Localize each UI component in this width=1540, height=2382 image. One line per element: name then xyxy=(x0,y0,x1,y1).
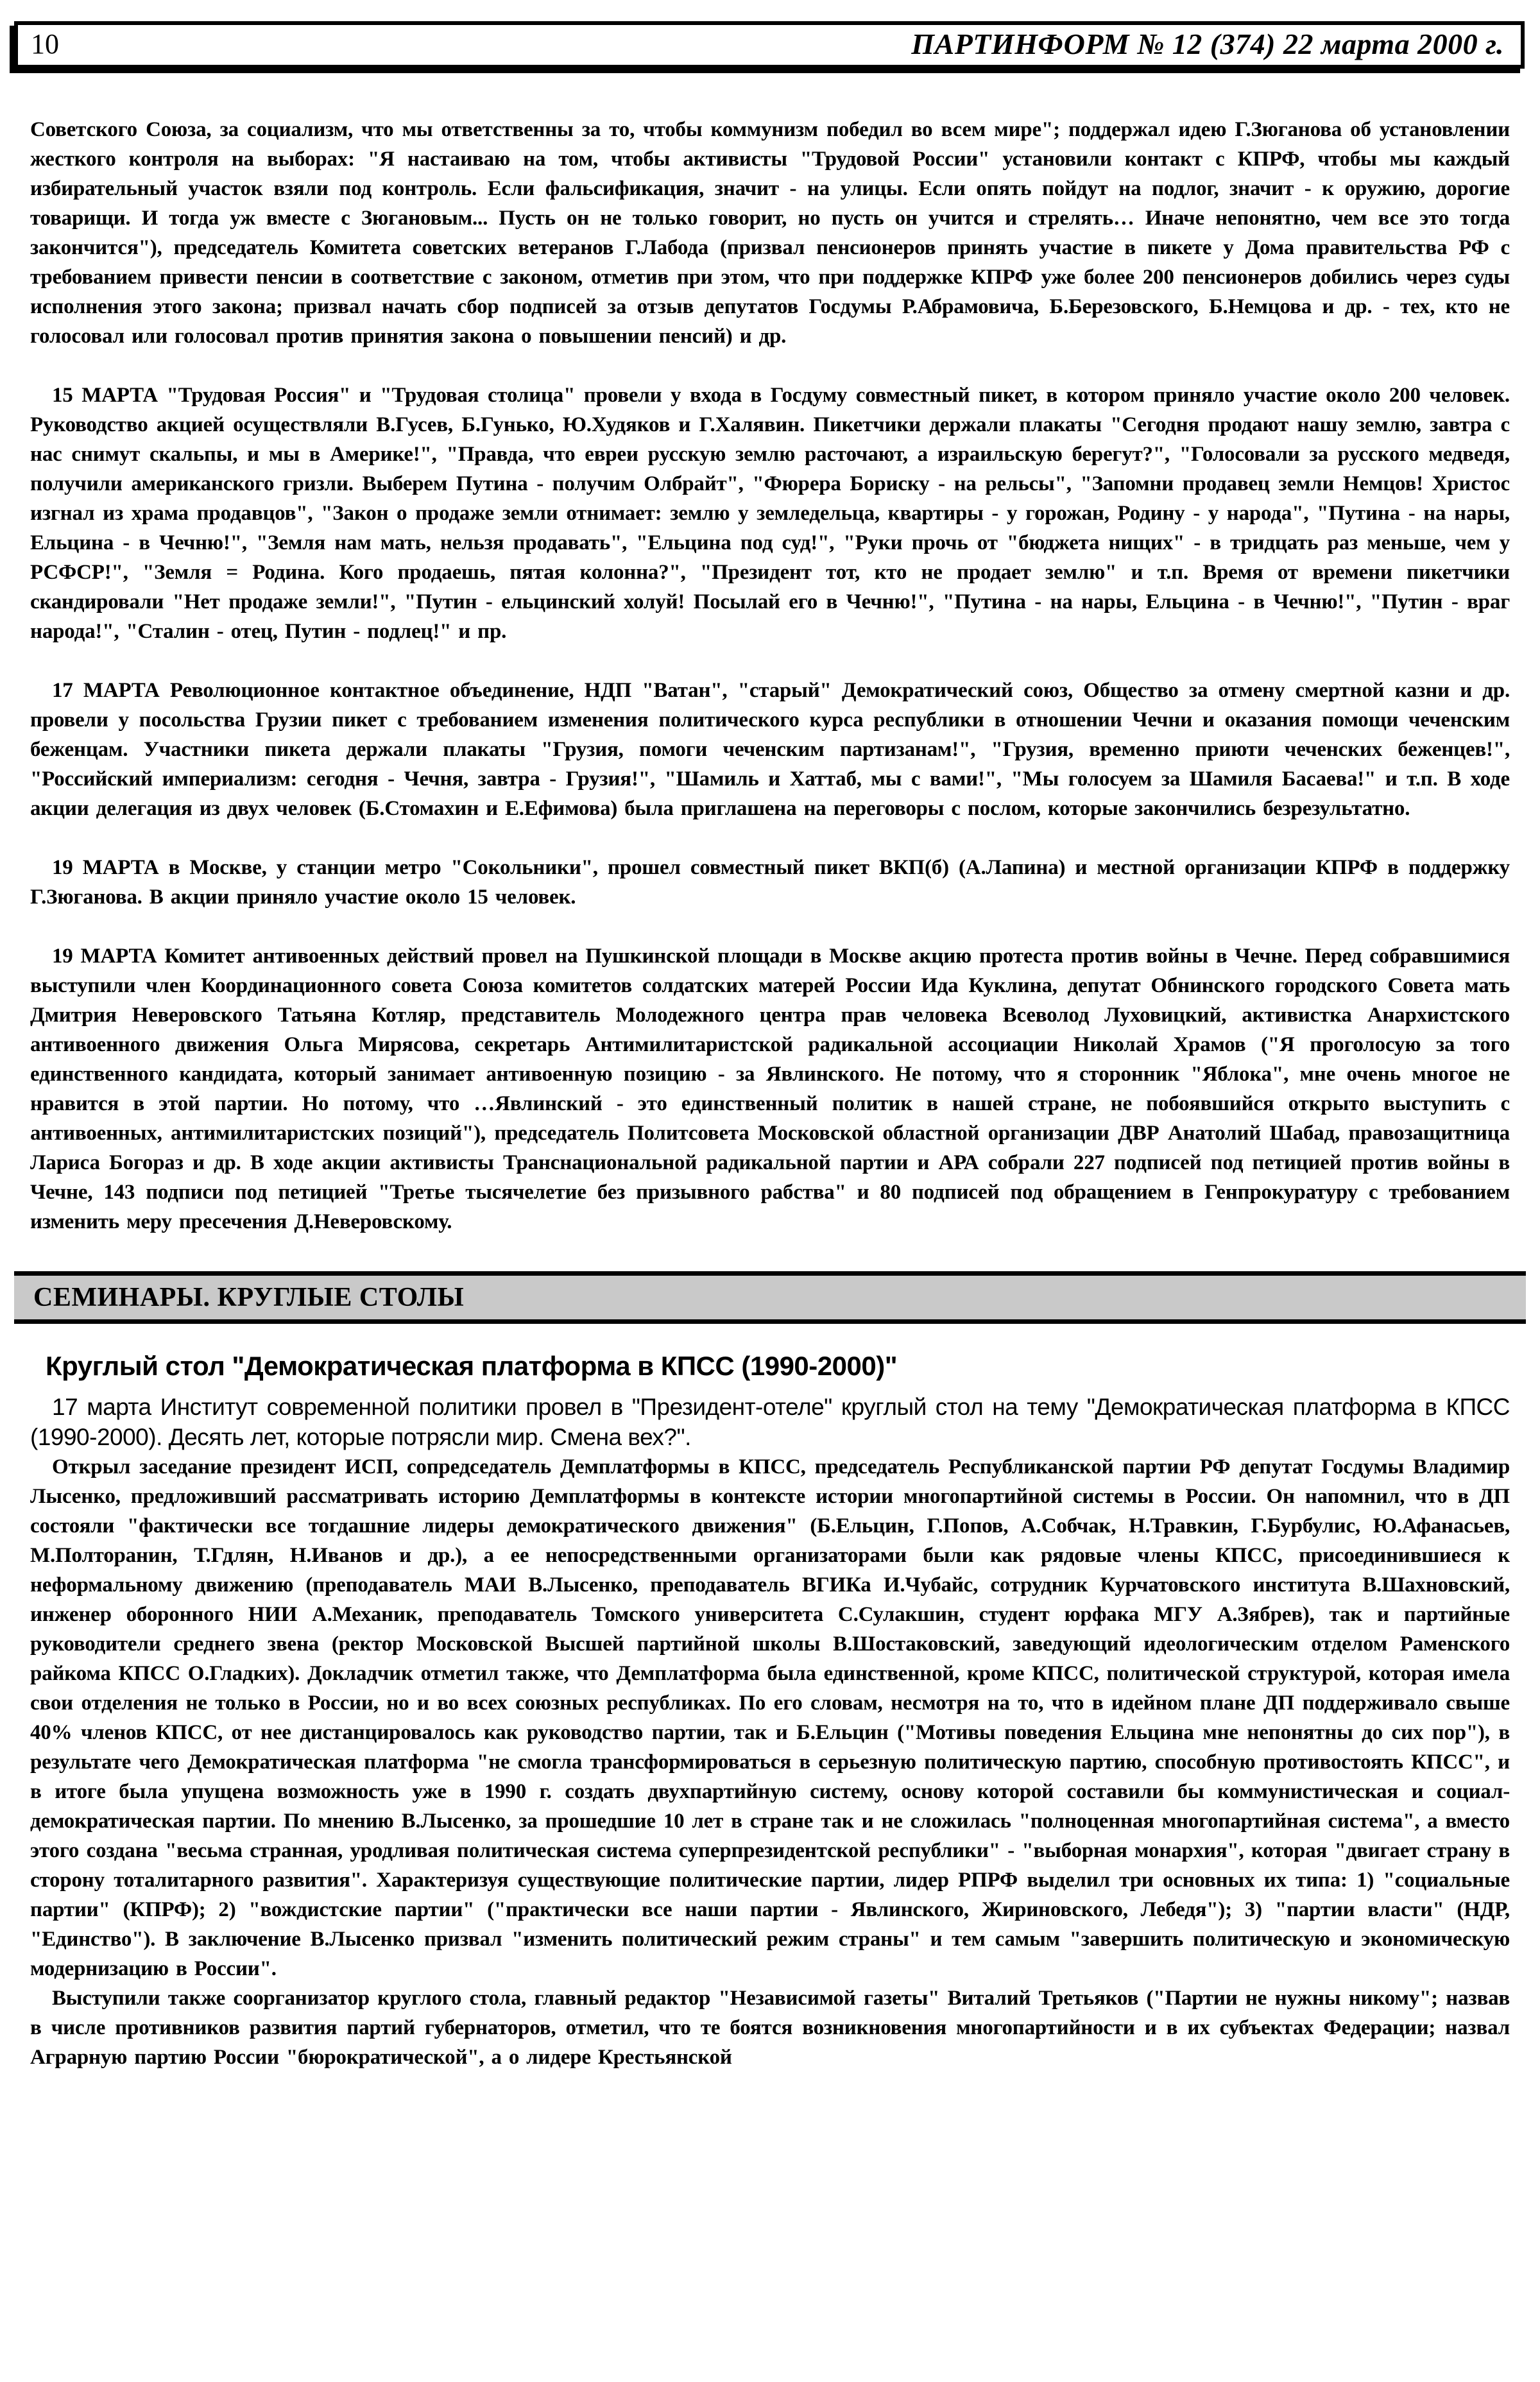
paragraph-picket-march15: 15 МАРТА "Трудовая Россия" и "Трудовая столица" провели у входа в Госдуму совместный пикет, в котором приняло участие около 200 человек. Руководство акцией осуществляли В.Гусев, Б.Гунько, Ю.Худяков и Г.Халявин. Пикетчики держали плакаты "Сегодня продают нашу землю, завтра с нас снимут скальпы, и мы в Америке!", "Правда, что евреи русскую землю расточают, а израильскую берегут?", "Голосовали за русского медведя, получили американского гризли. Выберем Путина - получим Олбрайт", "Фюрера Бориску - на рельсы", "Запомни продавец земли Немцов! Христос изгнал из храма продавцов", "Закон о продаже земли отнимает: землю у земледельца, квартиры - у горожан, Родину - у народа", "Путина - на нары, Ельцина - в Чечню!", "Земля нам мать, нельзя продавать", "Ельцина под суд!", "Руки прочь от "бюджета нищих" - в тридцать раз меньше, чем у РСФСР!", "Земля = Родина. Кого продаешь, пятая колонна?", "Президент тот, кто не продает землю" и т.п. Время от времени пикетчики скандировали "Нет продаже земли!", "Путин - ельцинский холуй! Посылай его в Чечню!", "Путина - на нары, Ельцина - в Чечню!", "Путин - враг народа!", "Сталин - отец, Путин - подлец!" и пр. xyxy=(30,384,1510,643)
paragraph-picket-march19-pushkinskaya: 19 МАРТА Комитет антивоенных действий провел на Пушкинской площади в Москве акцию протеста против войны в Чечне. Перед собравшимися выступили член Координационного совета Союза комитетов солдатских матерей России Ида Куклина, депутат Обнинского городского Совета мать Дмитрия Неверовского Татьяна Котляр, представитель Молодежного центра прав человека Всеволод Луховицкий, активистка Анархистского антивоенного движения Ольга Мирясова, секретарь Антимилитаристской радикальной ассоциации Николай Храмов ("Я проголосую за того единственного кандидата, который занимает антивоенную позицию - за Явлинского. Не потому, что я сторонник "Яблока", мне очень многое не нравится в этой партии. Но потому, что …Явлинский - это единственный политик в нашей стране, не побоявшийся открыто выступить с антивоенных, антимилитаристских позиций"), председатель Политсовета Московской областной организации ДВР Анатолий Шабад, правозащитница Лариса Богораз и др. В ходе акции активисты Транснациональной радикальной партии и АРА собрали 227 подписей под петицией против войны в Чечне, 143 подписи под петицией "Третье тысячелетие без призывного рабства" и 80 подписей под обращением в Генпрокуратуру с требованием изменить меру пресечения Д.Неверовскому. xyxy=(30,945,1510,1233)
section-title: СЕМИНАРЫ. КРУГЛЫЕ СТОЛЫ xyxy=(33,1283,465,1312)
roundtable-report: Открыл заседание президент ИСП, сопредседатель Демплатформы в КПСС, председатель Республиканской партии РФ депутат Госдумы Владимир Лысенко, предложивший рассматривать историю Демплатформы в контексте истории многопартийной системы в России. Он напомнил, что в ДП состояли "фактически все тогдашние лидеры демократического движения" (Б.Ельцин, Г.Попов, А.Собчак, Н.Травкин, Г.Бурбулис, Ю.Афанасьев, М.Полторанин, Т.Гдлян, Н.Иванов и др.), а ее непосредственными организаторами были как рядовые члены КПСС, присоединившиеся к неформальному движению (преподаватель МАИ В.Лысенко, преподаватель ВГИКа И.Чубайс, сотрудник Курчатовского института В.Шахновский, инженер оборонного НИИ А.Механик, преподаватель Томского университета С.Сулакшин, студент юрфака МГУ А.Зябрев), так и партийные руководители среднего звена (ректор Московской Высшей партийной школы В.Шостаковский, заведующий идеологическим отделом Раменского райкома КПСС О.Гладких). Докладчик отметил также, что Демплатформа была единственной, кроме КПСС, политической структурой, которая имела свои отделения не только в России, но и во всех союзных республиках. По его словам, несмотря на то, что в идейном плане ДП поддерживало свыше 40% членов КПСС, от нее дистанцировалось как руководство партии, так и Б.Ельцин ("Мотивы поведения Ельцина мне непонятны до сих пор"), в результате чего Демократическая платформа "не смогла трансформироваться в серьезную политическую партию, способную противостоять КПСС", и в итоге была упущена возможность уже в 1990 г. создать двухпартийную систему, основу которой составили бы коммунистическая и социал-демократическая партии. По мнению В.Лысенко, за прошедшие 10 лет в стране так и не сложилась "полноценная многопартийная система", а вместо этого создана "весьма странная, уродливая политическая система суперпрезидентской республики" - "выборная монархия", которая "двигает страну в сторону тоталитарного развития". Характеризуя существующие политические партии, лидер РПРФ выделил три основных их типа: 1) "социальные партии" (КПРФ); 2) "вождистские партии" ("практически все наши партии - Явлинского, Жириновского, Лебедя"); 3) "партии власти" (НДР, "Единство"). В заключение В.Лысенко призвал "изменить политический режим страны" и тем самым "завершить политическую и экономическую модернизацию в России". xyxy=(30,1455,1510,1980)
section-header-bar xyxy=(14,1271,1526,1324)
paragraph-picket-march17: 17 МАРТА Революционное контактное объединение, НДП "Ватан", "старый" Демократический союз, Общество за отмену смертной казни и др. провели у посольства Грузии пикет с требованием изменения политического курса республики в отношении Чечни и оказания помощи чеченским беженцам. Участники пикета держали плакаты "Грузия, помоги чеченским партизанам!", "Грузия, временно приюти чеченских беженцев!", "Российский империализм: сегодня - Чечня, завтра - Грузия!", "Шамиль и Хаттаб, мы с вами!", "Мы голосуем за Шамиля Басаева!" и т.п. В ходе акции делегация из двух человек (Б.Стомахин и Е.Ефимова) была приглашена на переговоры с послом, которые закончились безрезультатно. xyxy=(30,679,1510,820)
issue-title: ПАРТИНФОРМ № 12 (374) 22 марта 2000 г. xyxy=(911,27,1504,60)
page-body xyxy=(30,115,1510,2072)
masthead xyxy=(14,21,1525,69)
page-number: 10 xyxy=(31,28,59,60)
roundtable-intro: 17 марта Институт современной политики провел в "Президент-отеле" круглый стол на тему "Демократическая платформа в КПСС (1990-2000). Десять лет, которые потрясли мир. Смена вех?". xyxy=(30,1394,1510,1450)
roundtable-heading: Круглый стол "Демократическая платформа в КПСС (1990-2000)" xyxy=(46,1351,898,1381)
roundtable-speakers: Выступили также соорганизатор круглого стола, главный редактор "Независимой газеты" Виталий Третьяков ("Партии не нужны никому"; назвав в числе противников развития партий губернаторов, отметил, что те боятся возникновения многопартийности и в их субъектах Федерации; назвал Аграрную партию России "бюрократической", а о лидере Крестьянской xyxy=(30,1987,1510,2069)
paragraph-continuation: Советского Союза, за социализм, что мы ответственны за то, чтобы коммунизм победил во всем мире"; поддержал идею Г.Зюганова об установлении жесткого контроля на выборах: "Я настаиваю на том, чтобы активисты "Трудовой России" установили контакт с КПРФ, чтобы мы каждый избирательный участок взяли под контроль. Если фальсификация, значит - на улицы. Если опять пойдут на подлог, значит - к оружию, дорогие товарищи. И тогда уж вместе с Зюгановым... Пусть он не только говорит, но пусть он учится и стрелять… Иначе непонятно, чем все это тогда закончится"), председатель Комитета советских ветеранов Г.Лабода (призвал пенсионеров принять участие в пикете у Дома правительства РФ с требованием привести пенсии в соответствие с законом, отметив при этом, что при поддержке КПРФ уже более 200 пенсионеров добились через суды исполнения этого закона; призвал начать сбор подписей за отзыв депутатов Госдумы Р.Абрамовича, Б.Березовского, Б.Немцова и др. - тех, кто не голосовал или голосовал против принятия закона о повышении пенсий) и др. xyxy=(30,118,1510,348)
paragraph-picket-march19-sokolniki: 19 МАРТА в Москве, у станции метро "Сокольники", прошел совместный пикет ВКП(б) (А.Лапина) и местной организации КПРФ в поддержку Г.Зюганова. В акции приняло участие около 15 человек. xyxy=(30,856,1510,909)
